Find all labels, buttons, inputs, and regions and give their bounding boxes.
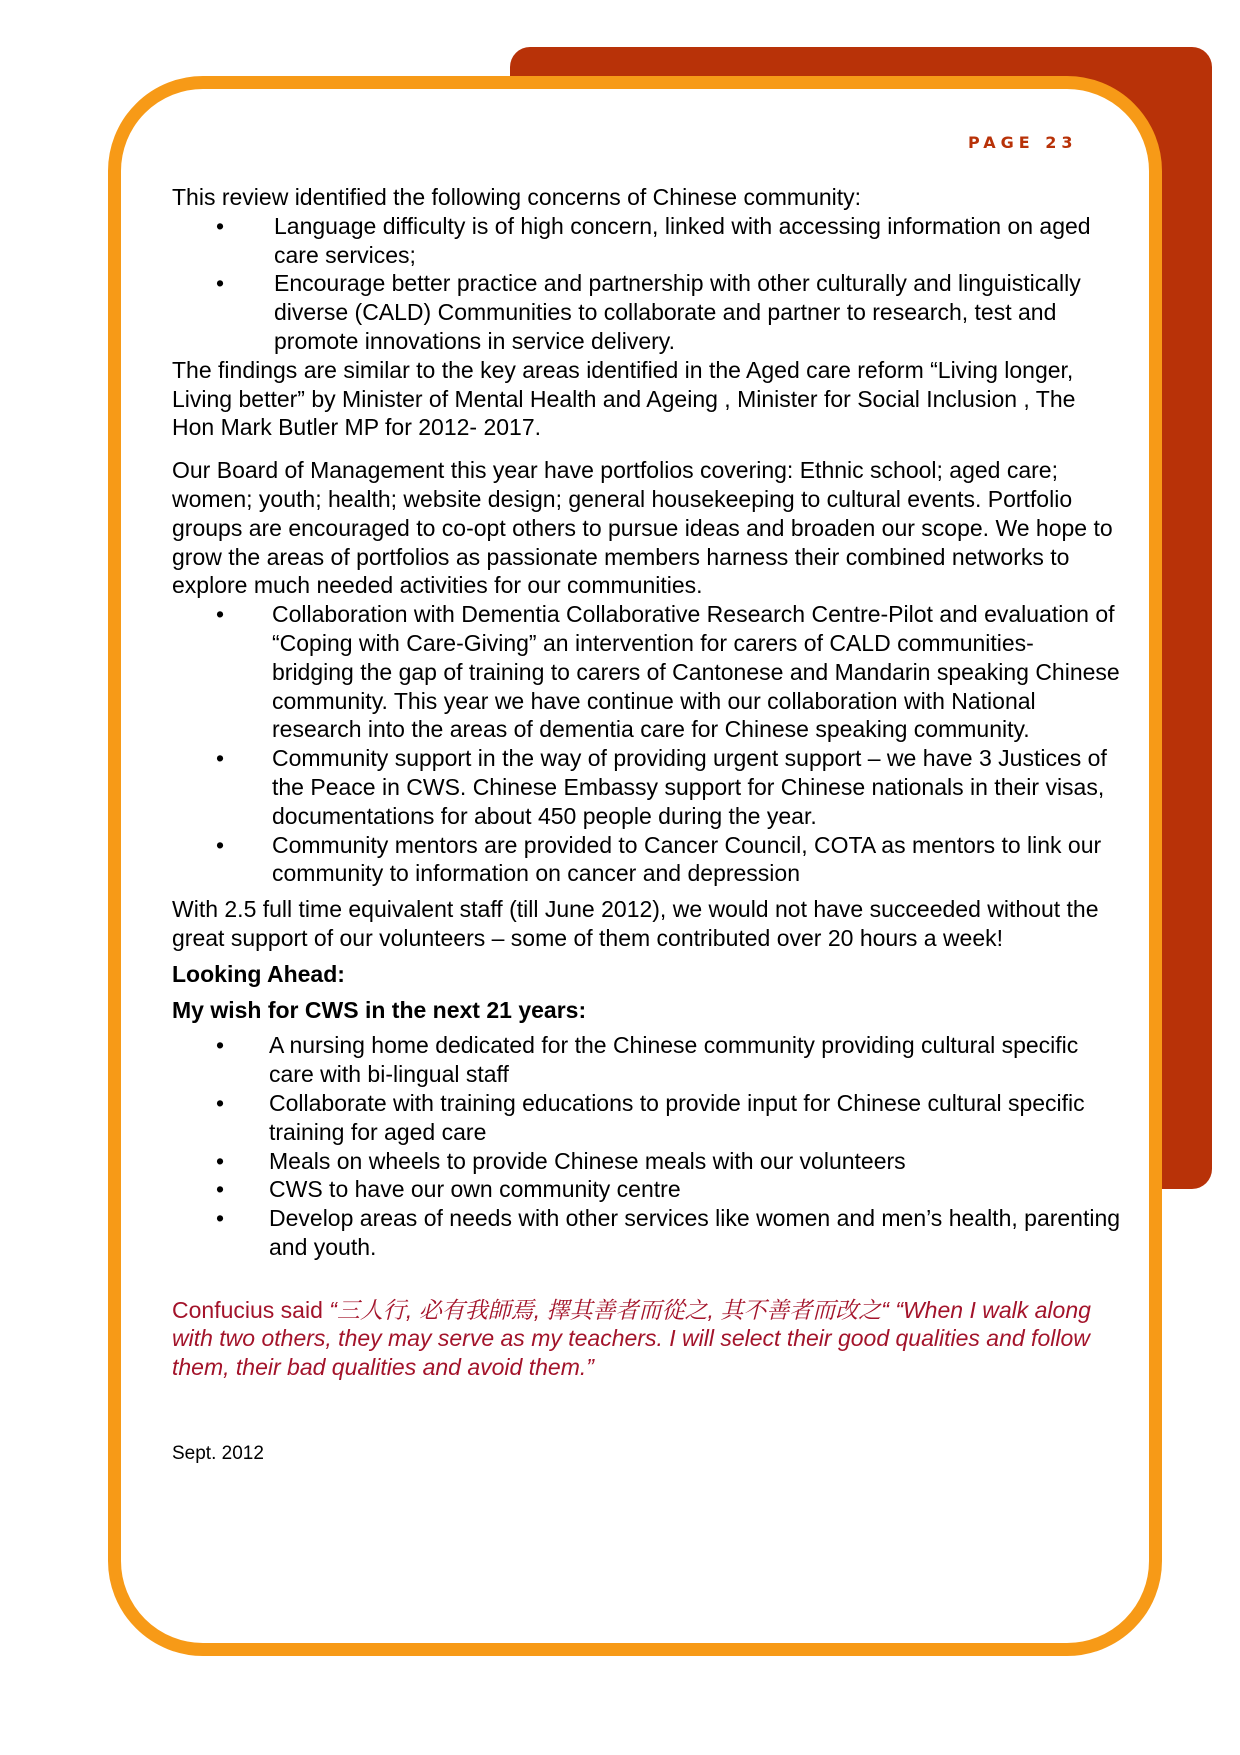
quote-lead: Confucius said <box>172 1296 330 1323</box>
list-item: • A nursing home dedicated for the Chinese community providing cultural specific care with bi-lingual staff <box>216 1032 1079 1088</box>
confucius-quote <box>172 1296 1122 1382</box>
list-item: • Collaboration with Dementia Collaborative Research Centre-Pilot and evaluation of “Coping with Care-Giving” an intervention for carers of CALD communities- bridging the gap of training to carers of Cantonese and Mandarin speaking Chinese community. This year we have continue with our collaboration with National research into the areas of dementia care for Chinese speaking community. <box>216 601 1120 743</box>
board-paragraph: Our Board of Management this year have portfolios covering: Ethnic school; aged care; women; youth; health; website design; general housekeeping to cultural events. Portfolio groups are encouraged to co-opt others to pursue ideas and broaden our scope. We hope to grow the areas of portfolios as passionate members harness their combined networks to explore much needed activities for our communities. <box>172 457 1113 599</box>
bullet-icon: • <box>216 601 225 628</box>
wish-subheading: My wish for CWS in the next 21 years: <box>172 996 587 1023</box>
list-item: • Encourage better practice and partnership with other culturally and linguistically diverse (CALD) Communities to collaborate and partner to research, test and promote innovations in service delivery. <box>216 270 1081 354</box>
list-item: • Language difficulty is of high concern, linked with accessing information on aged care services; <box>216 212 1091 268</box>
wish-list <box>172 1031 1122 1261</box>
bullet-icon: • <box>216 745 225 772</box>
page-number: PAGE 23 <box>968 133 1078 152</box>
bullet-icon: • <box>216 1147 225 1174</box>
concerns-intro: This review identified the following concerns of Chinese community: <box>172 184 862 210</box>
bullet-icon: • <box>216 1176 225 1203</box>
concerns-list <box>172 212 1122 356</box>
document-date: Sept. 2012 <box>172 1443 264 1465</box>
quote-chinese: “三人行, 必有我師焉, 擇其善者而從之, 其不善者而改之“ <box>329 1296 889 1323</box>
page-content <box>172 183 1122 1469</box>
bullet-icon: • <box>216 1032 225 1059</box>
list-item: • Develop areas of needs with other services like women and men’s health, parenting and youth. <box>216 1205 1121 1260</box>
bullet-icon: • <box>216 1205 225 1232</box>
bullet-icon: • <box>216 212 225 239</box>
findings-paragraph: The findings are similar to the key areas identified in the Aged care reform “Living longer, Living better” by Minister of Mental Health and Ageing , Minister for Social Inclusion , The Hon Mark Butler MP for 2012- 2017. <box>172 356 1076 441</box>
list-item: • CWS to have our own community centre <box>216 1176 681 1203</box>
list-item: • Collaborate with training educations to provide input for Chinese cultural specific training for aged care <box>216 1089 1085 1145</box>
looking-ahead-heading: Looking Ahead: <box>172 960 345 987</box>
bullet-icon: • <box>216 1089 225 1116</box>
list-item: • Meals on wheels to provide Chinese meals with our volunteers <box>216 1147 906 1174</box>
bullet-icon: • <box>216 270 225 297</box>
quote-english: “When I walk along with two others, they may serve as my teachers. I will select their good qualities and follow them, their bad qualities and avoid them.” <box>172 1296 1091 1381</box>
staff-paragraph: With 2.5 full time equivalent staff (till June 2012), we would not have succeeded without the great support of our volunteers – some of them contributed over 20 hours a week! <box>172 896 1099 951</box>
list-item: • Community support in the way of providing urgent support – we have 3 Justices of the Peace in CWS. Chinese Embassy support for Chinese nationals in their visas, documentations for about 450 people during the year. <box>216 745 1107 829</box>
activities-list <box>172 600 1122 888</box>
list-item: • Community mentors are provided to Cancer Council, COTA as mentors to link our community to information on cancer and depression <box>216 831 1102 887</box>
bullet-icon: • <box>216 831 225 858</box>
